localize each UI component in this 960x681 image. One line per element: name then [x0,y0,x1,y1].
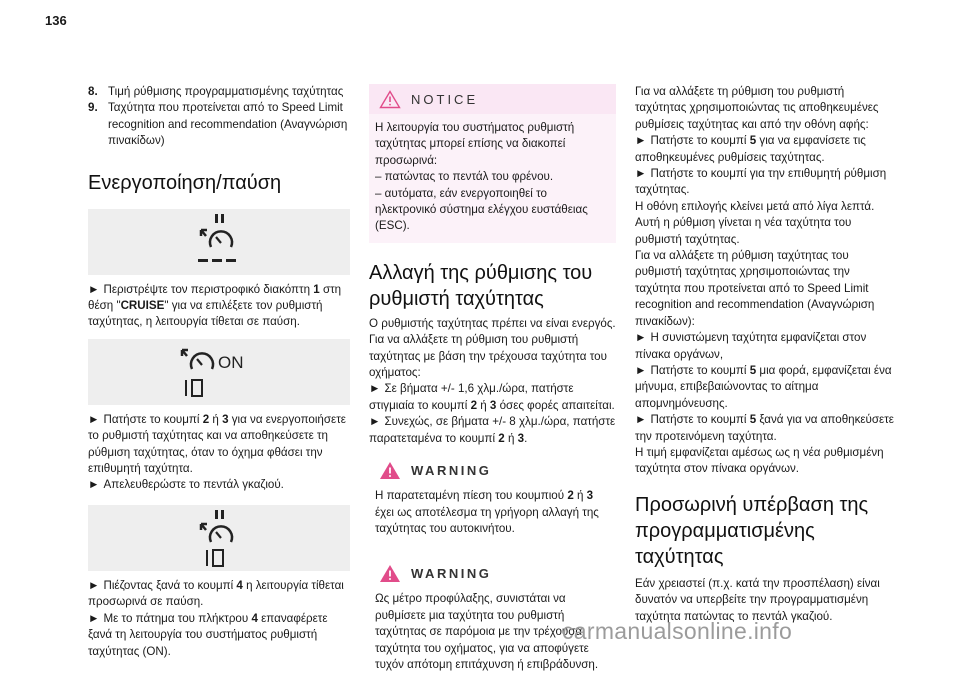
illustration-cruise-pause [88,505,350,571]
bullet-arrow: ► [88,611,100,625]
notice-title: NOTICE [411,91,479,107]
illustration-cruise-on [88,339,350,405]
legend-item-8 [88,84,350,100]
warning-title: WARNING [411,565,492,581]
section-heading-activation: Ενεργοποίηση/παύση [88,171,282,194]
notice-line: Η λειτουργία του συστήματος ρυθμιστή ταχύτητας μπορεί επίσης να διακοπεί προσωρινά: [375,121,575,167]
warning-triangle-outline-icon [379,90,401,109]
section-heading-temporary-override: Προσωρινή υπέρβαση της προγραμματισμένης ταχύτητας [635,493,869,568]
cruise-pause-icon [189,508,249,568]
page-number: 136 [45,13,67,28]
legend-item-9 [88,100,350,149]
cruise-control-icon [189,212,249,272]
bullet-arrow: ► [635,331,647,345]
watermark: carmanualsonline.info [562,618,793,644]
notice-line: – αυτόματα, εάν ενεργοποιηθεί το ηλεκτρονικό σύστημα ελέγχου ευστάθειας (ESC). [375,186,588,233]
notice-box [369,84,616,243]
paragraph-stored-settings: Για να αλλάξετε τη ρύθμιση του ρυθμιστή ταχύτητας χρησιμοποιώντας τις αποθηκευμένες ρυθμίσεις ταχύτητας και από την οθόνη αφής: ► Πατήστε το κουμπί 5 για να εμφανίσετε τις αποθηκευμένες ρυθμίσεις ταχύτητας. ► Πατήστε το κουμπί για την επιθυμητή ρύθμιση ταχύτητας. Η οθόνη επιλογής κλείνει μετά από λίγα λεπτά. Αυτή η ρύθμιση γίνεται η νέα ταχύτητα του ρυθμιστή ταχύτητας. Για να αλλάξετε τη ρύθμιση ταχύτητας του ρυθμιστή ταχύτητας χρησιμοποιώντας την ταχύτητα που προτείνεται από το Speed Limit recognition and recommendation (Αναγνώριση πινακίδων): ► Η συνιστώμενη ταχύτητα εμφανίζεται στον πίνακα οργάνων, ► Πατήστε το κουμπί 5 μια φορά, εμφανίζεται ένα μήνυμα, επιβεβαιώνοντας το αίτημα απομνημόνευσης. ► Πατήστε το κουμπί 5 ξανά για να αποθηκεύσετε την προτεινόμενη ταχύτητα. Η τιμή εμφανίζεται αμέσως ως η νέα ρυθμισμένη ταχύτητα στον πίνακα οργάνων. [635,85,894,476]
paragraph-press-4: ► Πιέζοντας ξανά το κουμπί 4 η λειτουργία τίθεται προσωρινά σε παύση. ► Με το πάτημα του πλήκτρου 4 επαναφέρετε ξανά τη λειτουργία του συστήματος ρυθμιστή ταχύτητας (ON). [88,578,344,658]
legend-number: 9. [88,101,98,115]
illustration-rotary-cruise [88,209,350,275]
notice-line: – πατώντας το πεντάλ του φρένου. [375,170,554,184]
cruise-on-icon [174,342,264,402]
bullet-arrow: ► [635,363,647,377]
warning-triangle-icon [379,461,401,480]
legend-text: Τιμή ρύθμισης προγραμματισμένης ταχύτητας [108,85,344,98]
bullet-arrow: ► [635,413,647,427]
warning-header [369,454,616,486]
bullet-arrow: ► [88,578,100,592]
bullet-arrow: ► [88,282,100,296]
warning-body: Ως μέτρο προφύλαξης, συνιστάται να ρυθμίσετε μια ταχύτητα του ρυθμιστή ταχύτητας σε παρόμοια με την τρέχουσα ταχύτητα του οχήματος, για να αποφύγετε τυχόν απότομη επιτάχυνση ή επιβράδυνση. [375,592,599,671]
bullet-arrow: ► [635,134,647,148]
warning-box-1 [369,454,616,545]
warning-body: Η παρατεταμένη πίεση του κουμπιού 2 ή 3 έχει ως αποτέλεσμα τη γρήγορη αλλαγή της ταχύτητας του αυτοκινήτου. [375,489,599,535]
legend-text: Ταχύτητα που προτείνεται από το Speed Limit recognition and recommendation (Αναγνώριση πινακίδων) [108,101,348,148]
bullet-arrow: ► [88,478,100,492]
warning-triangle-icon [379,564,401,583]
section-heading-change-setting: Αλλαγή της ρύθμισης του ρυθμιστή ταχύτητας [369,261,593,310]
notice-body [369,114,616,243]
on-label: ON [218,352,244,372]
legend-number: 8. [88,85,98,98]
column-left [88,84,350,660]
bullet-arrow: ► [88,412,100,426]
paragraph-press-2-3: ► Πατήστε το κουμπί 2 ή 3 για να ενεργοποιήσετε το ρυθμιστή ταχύτητας και να αποθηκεύσετε τη ρύθμιση ταχύτητας, όταν το όχημα φθάσει την επιθυμητή ταχύτητα. ► Απελευθερώστε το πεντάλ γκαζιού. [88,412,346,492]
paragraph-override: Εάν χρειαστεί (π.χ. κατά την προσπέλαση) είναι δυνατόν να υπερβείτε την προγραμματισμένη ταχύτητα πατώντας το πεντάλ γκαζιού. [635,576,880,623]
warning-title: WARNING [411,462,492,478]
paragraph-change-setting: Ο ρυθμιστής ταχύτητας πρέπει να είναι ενεργός. Για να αλλάξετε τη ρύθμιση του ρυθμιστή ταχύτητας με βάση την τρέχουσα ταχύτητα του οχήματος: ► Σε βήματα +/- 1,6 χλμ./ώρα, πατήστε στιγμιαία το κουμπί 2 ή 3 όσες φορές απαιτείται. ► Συνεχώς, σε βήματα +/- 8 χλμ./ώρα, πατήστε παρατεταμένα το κουμπί 2 ή 3. [369,316,616,445]
paragraph-rotate: ► Περιστρέψτε τον περιστροφικό διακόπτη 1 στη θέση "CRUISE" για να επιλέξετε τον ρυθμιστή ταχύτητας, η λειτουργία τίθεται σε παύση. [88,282,342,329]
bullet-arrow: ► [369,415,381,429]
bullet-arrow: ► [635,167,647,181]
column-middle [369,84,616,681]
bullet-arrow: ► [369,382,381,396]
notice-header [369,84,616,114]
warning-header [369,557,616,589]
column-right [635,84,895,625]
